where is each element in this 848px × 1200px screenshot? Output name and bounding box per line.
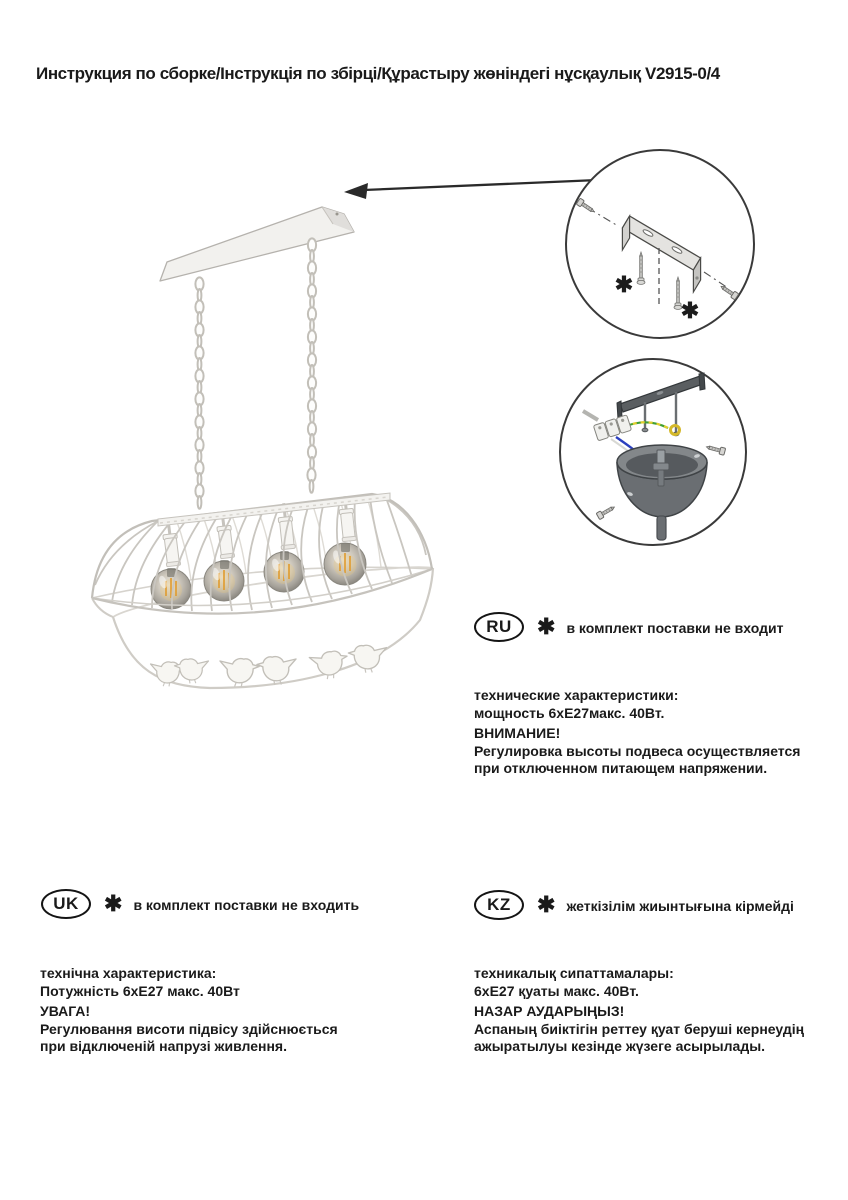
- uk-warning-line: при відключеній напрузі живлення.: [40, 1038, 287, 1054]
- canopy-screw-dot: [336, 213, 339, 216]
- kz-specs-power: 6хЕ27 қуаты макс. 40Вт.: [474, 982, 639, 999]
- uk-warning-line: Регулювання висоти підвісу здійснюється: [40, 1020, 338, 1037]
- not-included-asterisk: ✱: [614, 272, 634, 297]
- uk-specs-title: технічна характеристика:: [40, 965, 217, 981]
- chain-right: [307, 238, 316, 492]
- ru-specs: [474, 687, 800, 778]
- bird-4: [257, 657, 296, 685]
- kz-note-row: [474, 890, 794, 920]
- ru-specs-title: технические характеристики:: [474, 687, 679, 703]
- uk-warning-title: УВАГА!: [40, 1003, 91, 1019]
- ru-not-included-note: в комплект поставки не входит: [566, 620, 784, 636]
- ru-warning-line: Регулировка высоты подвеса осуществляется: [474, 742, 801, 759]
- asterisk-icon: ✱: [104, 891, 123, 916]
- lang-badge-kz: KZ: [474, 890, 524, 920]
- ru-warning-title: ВНИМАНИЕ!: [474, 725, 561, 741]
- bulb-1: [151, 519, 191, 609]
- kz-specs: [474, 965, 804, 1056]
- kz-not-included-note: жеткізілім жиынтығына кірмейді: [566, 898, 794, 914]
- bird-2: [175, 659, 209, 683]
- bird-6: [348, 645, 386, 672]
- uk-specs-power: Потужність 6хЕ27 макс. 40Вт: [40, 982, 240, 999]
- cage-lamp: [92, 493, 433, 688]
- asterisk-icon: ✱: [537, 892, 556, 917]
- lang-badge-uk: UK: [41, 889, 91, 919]
- ru-warning-line: при отключенном питающем напряжении.: [474, 760, 768, 776]
- detail-ceiling-cup-wiring: [560, 359, 746, 545]
- chain-left: [195, 277, 203, 508]
- kz-specs-title: техникалық сипаттамалары:: [474, 965, 674, 981]
- uk-not-included-note: в комплект поставки не входить: [133, 897, 360, 913]
- ru-specs-power: мощность 6хЕ27макс. 40Вт.: [474, 704, 665, 721]
- kz-warning-line: Аспаның биіктігін реттеу қуат беруші кернеудің: [474, 1020, 805, 1037]
- uk-specs: [40, 965, 338, 1056]
- callout-arrow: [344, 180, 598, 199]
- bird-3: [220, 659, 259, 687]
- cup-stem: [657, 516, 666, 540]
- not-included-asterisk: ✱: [680, 298, 700, 323]
- lang-badge-ru: RU: [474, 612, 524, 642]
- kz-warning-line: ажыратылуы кезінде жүзеге асырылады.: [474, 1038, 766, 1054]
- detail-mounting-bracket: [566, 150, 754, 338]
- kz-warning-title: НАЗАР АУДАРЫҢЫЗ!: [474, 1003, 625, 1019]
- asterisk-icon: ✱: [537, 614, 556, 639]
- ceiling-canopy: [160, 207, 354, 281]
- bulb-4: [324, 495, 366, 585]
- uk-note-row: [41, 889, 359, 919]
- ru-note-row: [474, 612, 783, 642]
- page-title: Инструкция по сборке/Інструкція по збірці/Құрастыру жөніндегі нұсқаулық V2915-0/4: [36, 64, 720, 83]
